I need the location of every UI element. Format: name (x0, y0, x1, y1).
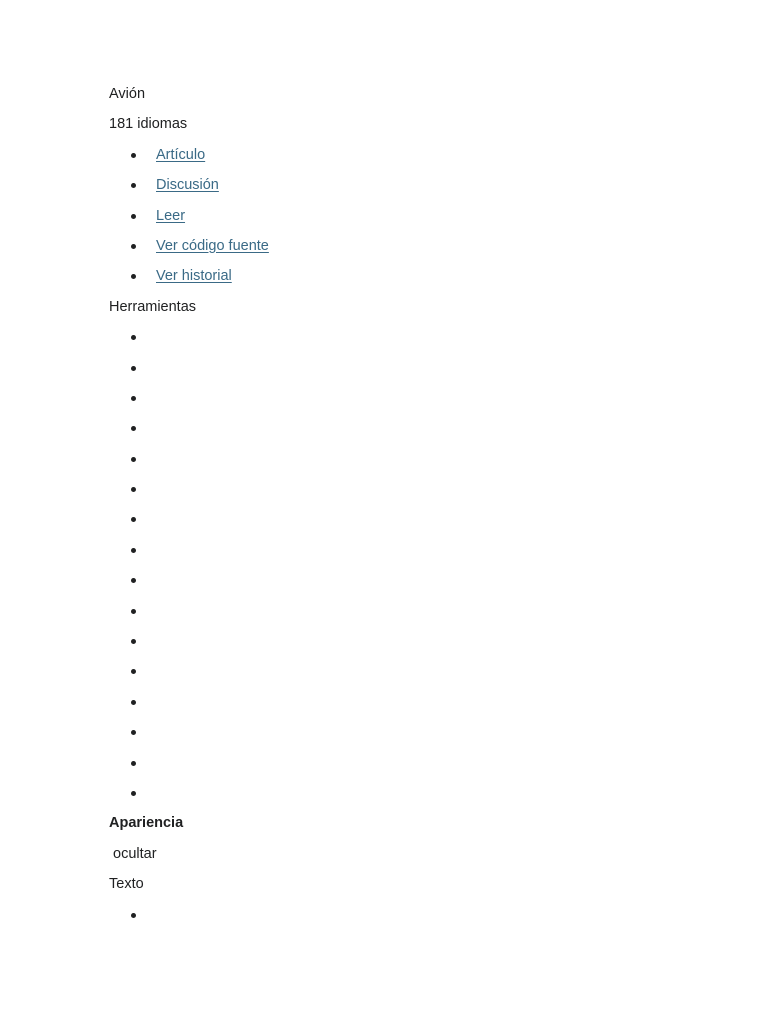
tab-history-link[interactable]: Ver historial (156, 268, 232, 285)
appearance-heading: Apariencia (109, 815, 184, 832)
bullet (131, 153, 136, 158)
tools-list-item (109, 358, 709, 388)
tools-heading[interactable]: Herramientas (109, 298, 197, 315)
tab-discussion-link[interactable]: Discusión (156, 177, 219, 194)
bullet (131, 396, 136, 401)
tools-list-item (109, 327, 709, 357)
bullet (131, 487, 136, 492)
tools-list-item (109, 540, 709, 570)
page-title: Avión (109, 86, 146, 102)
bullet (131, 730, 136, 735)
bullet (131, 609, 136, 614)
bullet (131, 457, 136, 462)
tab-view-source-link[interactable]: Ver código fuente (156, 237, 269, 254)
tools-list-item (109, 388, 709, 418)
bullet (131, 791, 136, 796)
bullet (131, 517, 136, 522)
tab-read (109, 206, 709, 236)
tools-list-item (109, 692, 709, 722)
tools-list (109, 327, 709, 813)
bullet (131, 639, 136, 644)
language-selector[interactable]: 181 idiomas (109, 116, 188, 133)
bullet (131, 274, 136, 279)
tab-read-link[interactable]: Leer (156, 207, 186, 224)
page-content (109, 84, 709, 935)
tools-list-item (109, 570, 709, 600)
tools-list-item (109, 449, 709, 479)
tools-list-item (109, 631, 709, 661)
tools-list-item (109, 509, 709, 539)
namespace-tabs (109, 145, 709, 297)
bullet (131, 548, 136, 553)
bullet (131, 183, 136, 188)
tab-article (109, 145, 709, 175)
tab-discussion (109, 175, 709, 205)
tab-article-link[interactable]: Artículo (156, 146, 206, 163)
bullet (131, 761, 136, 766)
bullet (131, 700, 136, 705)
text-options-list (109, 905, 709, 935)
text-option-item (109, 905, 709, 935)
bullet (131, 335, 136, 340)
bullet (131, 366, 136, 371)
tools-list-item (109, 479, 709, 509)
bullet (131, 244, 136, 249)
bullet (131, 578, 136, 583)
tools-list-item (109, 753, 709, 783)
tools-list-item (109, 601, 709, 631)
tools-list-item (109, 783, 709, 813)
bullet (131, 669, 136, 674)
tools-list-item (109, 722, 709, 752)
tab-view-source (109, 236, 709, 266)
bullet (131, 214, 136, 219)
tab-history (109, 266, 709, 296)
text-heading: Texto (109, 876, 144, 893)
tools-list-item (109, 418, 709, 448)
bullet (131, 426, 136, 431)
tools-list-item (109, 661, 709, 691)
bullet (131, 913, 136, 918)
appearance-hide-button[interactable]: ocultar (113, 845, 157, 862)
